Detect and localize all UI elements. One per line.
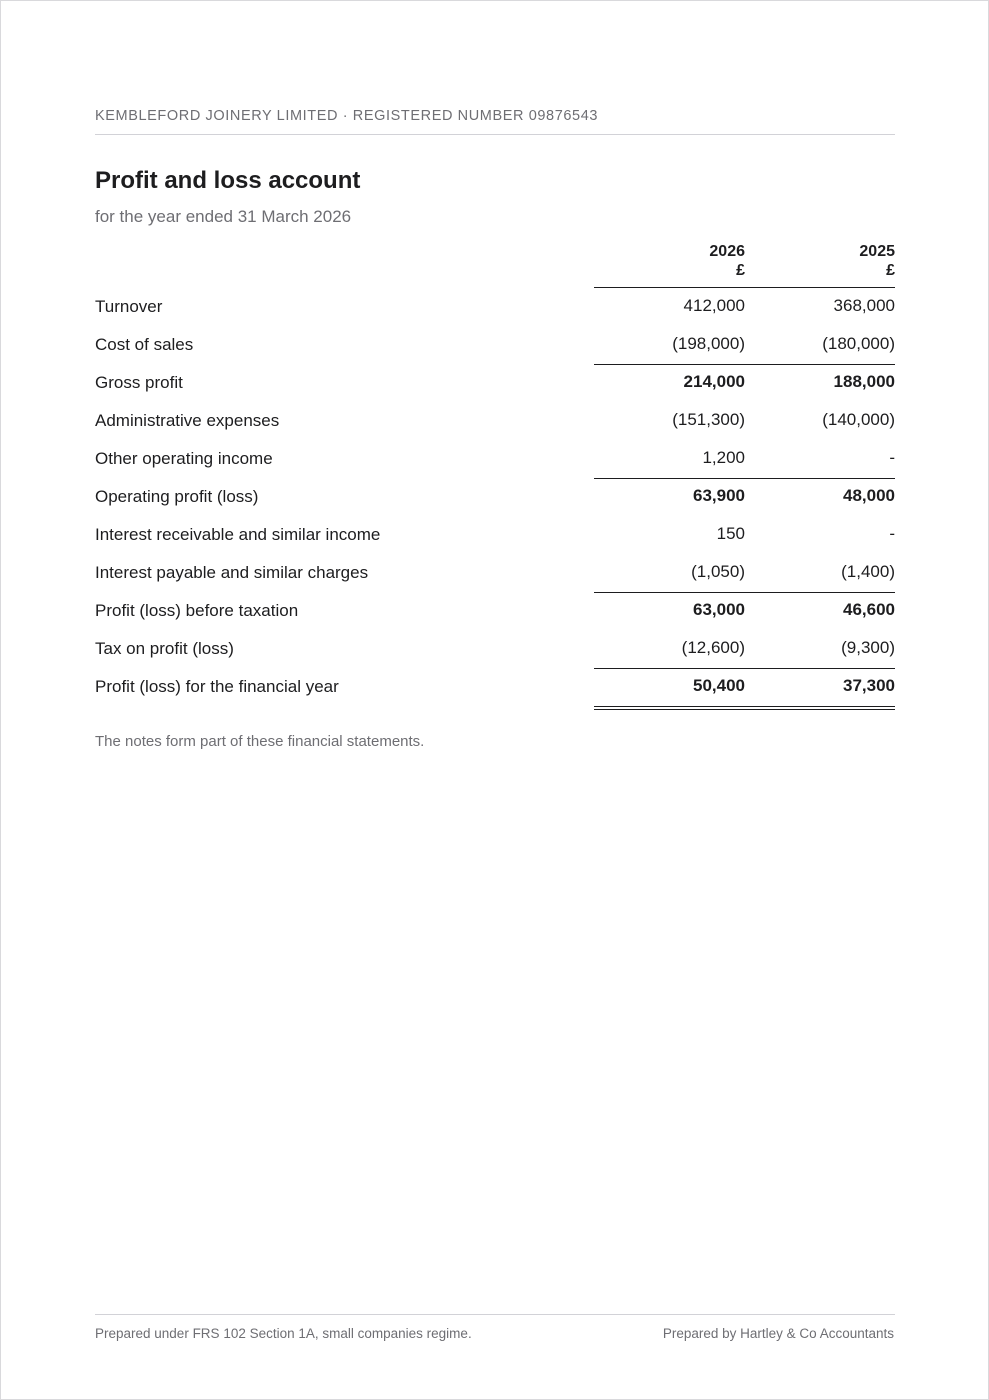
row-label: Tax on profit (loss) [95, 639, 234, 658]
value-2025: 46,600 [843, 600, 895, 619]
row-label: Administrative expenses [95, 411, 280, 430]
statements-note: The notes form part of these financial statements. [95, 733, 425, 750]
row-label: Operating profit (loss) [95, 487, 259, 506]
company-header: KEMBLEFORD JOINERY LIMITED · REGISTERED NUMBER 09876543 [95, 108, 895, 135]
value-2025: 188,000 [833, 372, 895, 391]
value-2026: 214,000 [683, 372, 745, 391]
page-title: Profit and loss account [95, 167, 361, 194]
value-2025: (9,300) [841, 638, 895, 657]
table-row [95, 402, 895, 440]
row-label: Turnover [95, 297, 163, 316]
value-2026: 63,900 [693, 486, 745, 505]
column-currency: £ [886, 262, 895, 279]
table-row [95, 288, 895, 326]
footer-rule [95, 1314, 895, 1315]
row-label: Gross profit [95, 373, 183, 392]
table-row [95, 554, 895, 592]
row-label: Interest payable and similar charges [95, 563, 369, 582]
row-label: Cost of sales [95, 335, 194, 354]
value-2026: 50,400 [693, 676, 745, 695]
value-2026: 63,000 [693, 600, 745, 619]
row-label: Other operating income [95, 449, 273, 468]
row-label: Profit (loss) for the financial year [95, 677, 339, 696]
page-subtitle: for the year ended 31 March 2026 [95, 207, 352, 226]
column-header-2026 [595, 242, 745, 280]
value-2026: 412,000 [683, 296, 745, 315]
value-2025: 37,300 [843, 676, 895, 695]
profit-loss-table [95, 288, 895, 706]
value-2025: - [889, 524, 895, 543]
column-currency: £ [736, 262, 745, 279]
value-2026: (1,050) [691, 562, 745, 581]
value-2026: 150 [716, 524, 745, 543]
row-label: Interest receivable and similar income [95, 525, 381, 544]
row-label: Profit (loss) before taxation [95, 601, 299, 620]
table-row [95, 440, 895, 478]
value-2026: (151,300) [672, 410, 745, 429]
table-row-subtotal [95, 478, 895, 516]
footer-preparer-text: Prepared by Hartley & Co Accountants [662, 1326, 894, 1341]
footer-regime-text: Prepared under FRS 102 Section 1A, small companies regime. [95, 1326, 472, 1341]
column-year: 2026 [709, 243, 745, 260]
value-2026: (12,600) [681, 638, 745, 657]
value-2025: (180,000) [822, 334, 895, 353]
value-2025: 368,000 [833, 296, 895, 315]
table-row [95, 630, 895, 668]
column-header-2025 [745, 242, 895, 280]
table-row-final-total [95, 668, 895, 706]
table-row-subtotal [95, 364, 895, 402]
value-2026: (198,000) [672, 334, 745, 353]
column-year: 2025 [859, 243, 895, 260]
value-2026: 1,200 [702, 448, 745, 467]
value-2025: (1,400) [841, 562, 895, 581]
value-2025: (140,000) [822, 410, 895, 429]
value-2025: - [889, 448, 895, 467]
table-row-subtotal [95, 592, 895, 630]
table-row [95, 516, 895, 554]
value-2025: 48,000 [843, 486, 895, 505]
table-row [95, 326, 895, 364]
